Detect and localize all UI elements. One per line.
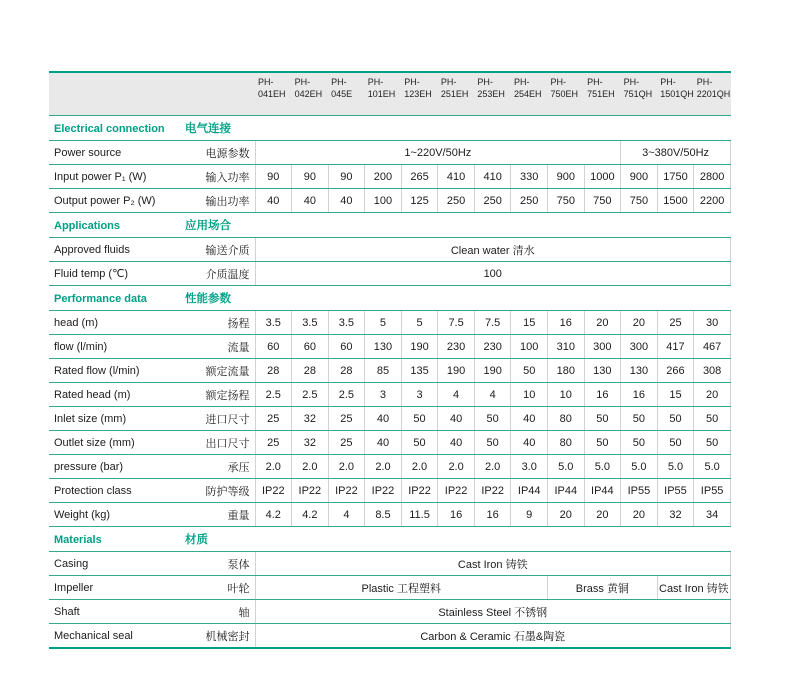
section-title-en: Materials (54, 534, 102, 546)
row-label-zh: 扬程 (185, 311, 255, 335)
value-cell: 20 (548, 503, 585, 527)
model-code: 101EH (367, 89, 396, 100)
section-title-zh: 应用场合 (185, 220, 231, 232)
model-code: 041EH (258, 89, 286, 100)
row-impeller (49, 576, 731, 600)
section-title-en: Applications (54, 220, 121, 232)
value-cell: 100 (511, 335, 548, 359)
value-cell: 90 (328, 165, 365, 189)
row-label-zh: 输入功率 (185, 165, 255, 189)
row-label-en: Approved fluids (49, 238, 185, 262)
value-cell: 7.5 (438, 311, 475, 335)
table-head (49, 72, 731, 116)
value-cell: 100 (365, 189, 402, 213)
row-label-zh: 重量 (185, 503, 255, 527)
row-label-en: Mechanical seal (49, 624, 185, 649)
value-cell: 2.0 (401, 455, 438, 479)
model-prefix: PH- (440, 77, 457, 87)
row-label-zh: 介质温度 (185, 262, 255, 286)
model-col-ph-042eh (292, 72, 329, 116)
row-label-zh: 轴 (185, 600, 255, 624)
row-label-zh: 泵体 (185, 552, 255, 576)
row-label-en: Impeller (49, 576, 185, 600)
row-rated-flow-l-min (49, 359, 731, 383)
merged-value-cell: Stainless Steel 不锈钢 (255, 600, 731, 624)
model-col-ph-041eh (255, 72, 292, 116)
value-cell: 5.0 (621, 455, 658, 479)
merged-value-cell: Carbon & Ceramic 石墨&陶瓷 (255, 624, 731, 649)
value-cell: 750 (584, 189, 621, 213)
row-label-zh: 防护等级 (185, 479, 255, 503)
value-cell: 50 (657, 407, 694, 431)
value-cell: 308 (694, 359, 731, 383)
table-body (49, 116, 731, 649)
model-code: 751QH (623, 89, 653, 100)
model-col-ph-751qh (621, 72, 658, 116)
value-cell: 900 (621, 165, 658, 189)
model-code: 254EH (513, 89, 542, 100)
value-cell: 2800 (694, 165, 731, 189)
value-cell: 40 (438, 407, 475, 431)
value-cell: IP44 (584, 479, 621, 503)
value-cell: 40 (365, 407, 402, 431)
model-col-ph-254eh (511, 72, 548, 116)
section-title-cell (49, 286, 731, 311)
row-label-zh: 出口尺寸 (185, 431, 255, 455)
model-col-ph-1501qh (657, 72, 694, 116)
value-cell: 50 (584, 407, 621, 431)
model-code: 750EH (550, 89, 579, 100)
section-performance-data (49, 286, 731, 311)
value-cell: 50 (694, 431, 731, 455)
value-cell: 230 (474, 335, 511, 359)
value-cell: 135 (401, 359, 438, 383)
value-cell: 40 (438, 431, 475, 455)
value-cell: 130 (365, 335, 402, 359)
value-cell: IP22 (292, 479, 329, 503)
row-inlet-size-mm (49, 407, 731, 431)
value-cell: 50 (657, 431, 694, 455)
value-cell: 2.0 (255, 455, 292, 479)
value-cell: 4 (438, 383, 475, 407)
value-cell: 5 (365, 311, 402, 335)
row-casing (49, 552, 731, 576)
value-cell: IP22 (401, 479, 438, 503)
value-cell: 330 (511, 165, 548, 189)
value-cell: 16 (438, 503, 475, 527)
value-cell: 4.2 (292, 503, 329, 527)
value-cell: IP22 (255, 479, 292, 503)
value-cell: 7.5 (474, 311, 511, 335)
value-cell: 2.5 (292, 383, 329, 407)
row-label-en: flow (l/min) (49, 335, 185, 359)
section-title-zh: 性能参数 (185, 293, 231, 305)
model-code: 251EH (440, 89, 469, 100)
model-header-row (49, 72, 731, 116)
row-output-power-p-w (49, 189, 731, 213)
value-cell: IP22 (474, 479, 511, 503)
row-label-en: Fluid temp (℃) (49, 262, 185, 286)
value-cell: IP22 (438, 479, 475, 503)
value-cell: 5.0 (548, 455, 585, 479)
value-cell: 250 (511, 189, 548, 213)
section-title-cell (49, 213, 731, 238)
row-power-source (49, 141, 731, 165)
model-prefix: PH- (331, 77, 347, 87)
value-cell: 5 (401, 311, 438, 335)
model-col-ph-253eh (474, 72, 511, 116)
model-col-ph-251eh (438, 72, 475, 116)
row-label-zh: 电源参数 (185, 141, 255, 165)
value-cell: 25 (657, 311, 694, 335)
value-cell: 8.5 (365, 503, 402, 527)
value-cell: 467 (694, 335, 731, 359)
value-cell: 10 (511, 383, 548, 407)
value-cell: 16 (621, 383, 658, 407)
value-cell: 230 (438, 335, 475, 359)
row-label-en: Rated head (m) (49, 383, 185, 407)
row-label-en: Protection class (49, 479, 185, 503)
model-prefix: PH- (587, 77, 603, 87)
value-cell: 16 (584, 383, 621, 407)
model-prefix: PH- (404, 77, 420, 87)
value-cell: 32 (292, 431, 329, 455)
row-label-en: head (m) (49, 311, 185, 335)
section-title-zh: 材质 (185, 534, 208, 546)
value-cell: 9 (511, 503, 548, 527)
row-label-en: Shaft (49, 600, 185, 624)
merged-value-cell: 100 (255, 262, 731, 286)
value-cell: 34 (694, 503, 731, 527)
value-cell: 28 (255, 359, 292, 383)
value-cell: 25 (255, 431, 292, 455)
value-cell: 32 (292, 407, 329, 431)
value-cell: 750 (548, 189, 585, 213)
value-cell: 2.0 (438, 455, 475, 479)
value-cell: 40 (511, 431, 548, 455)
value-cell: 3 (401, 383, 438, 407)
value-cell: 50 (401, 407, 438, 431)
model-prefix: PH- (623, 77, 640, 87)
table-corner-cell (49, 72, 255, 116)
value-cell: 1750 (657, 165, 694, 189)
model-prefix: PH- (294, 77, 311, 87)
value-cell: 3.5 (328, 311, 365, 335)
value-cell: 300 (621, 335, 658, 359)
model-col-ph-751eh (584, 72, 621, 116)
value-cell: 410 (474, 165, 511, 189)
row-outlet-size-mm (49, 431, 731, 455)
value-cell: 28 (328, 359, 365, 383)
value-cell: 2.5 (255, 383, 292, 407)
model-code: 123EH (404, 89, 432, 100)
value-cell: 1500 (657, 189, 694, 213)
model-code: 1501QH (660, 89, 694, 100)
merged-value-cell: Plastic 工程塑料 (255, 576, 548, 600)
section-electrical-connection (49, 116, 731, 141)
value-cell: 60 (292, 335, 329, 359)
value-cell: 40 (292, 189, 329, 213)
merged-value-cell: Cast Iron 铸铁 (657, 576, 730, 600)
value-cell: 16 (474, 503, 511, 527)
merged-value-cell: Brass 黄铜 (548, 576, 658, 600)
model-code: 045E (331, 89, 353, 100)
value-cell: 60 (328, 335, 365, 359)
value-cell: 30 (694, 311, 731, 335)
value-cell: 16 (548, 311, 585, 335)
value-cell: 2.5 (328, 383, 365, 407)
model-code: 751EH (587, 89, 615, 100)
value-cell: 80 (548, 431, 585, 455)
value-cell: 50 (694, 407, 731, 431)
value-cell: 3 (365, 383, 402, 407)
model-col-ph-750eh (548, 72, 585, 116)
value-cell: 2.0 (328, 455, 365, 479)
value-cell: 11.5 (401, 503, 438, 527)
value-cell: 25 (328, 407, 365, 431)
value-cell: 40 (328, 189, 365, 213)
value-cell: 15 (657, 383, 694, 407)
value-cell: 50 (474, 431, 511, 455)
pump-spec-table (49, 71, 731, 649)
model-prefix: PH- (513, 77, 530, 87)
section-title-cell (49, 527, 731, 552)
value-cell: 25 (255, 407, 292, 431)
value-cell: IP22 (365, 479, 402, 503)
row-mechanical-seal (49, 624, 731, 649)
value-cell: 20 (621, 311, 658, 335)
row-label-zh: 额定流量 (185, 359, 255, 383)
value-cell: 50 (511, 359, 548, 383)
value-cell: 20 (584, 311, 621, 335)
row-input-power-p-w (49, 165, 731, 189)
row-label-en: Outlet size (mm) (49, 431, 185, 455)
value-cell: 5.0 (584, 455, 621, 479)
model-prefix: PH- (550, 77, 566, 87)
value-cell: 20 (584, 503, 621, 527)
section-applications (49, 213, 731, 238)
value-cell: 190 (474, 359, 511, 383)
value-cell: 417 (657, 335, 694, 359)
value-cell: 190 (401, 335, 438, 359)
value-cell: 40 (255, 189, 292, 213)
value-cell: 50 (621, 407, 658, 431)
row-approved-fluids (49, 238, 731, 262)
row-label-zh: 输出功率 (185, 189, 255, 213)
model-code: 253EH (477, 89, 505, 100)
model-prefix: PH- (660, 77, 676, 87)
value-cell: 2.0 (292, 455, 329, 479)
section-title-en: Electrical connection (54, 123, 165, 135)
value-cell: 180 (548, 359, 585, 383)
section-title-cell (49, 116, 731, 141)
value-cell: 4 (474, 383, 511, 407)
section-title-zh: 电气连接 (185, 123, 231, 135)
value-cell: IP55 (694, 479, 731, 503)
row-label-en: Inlet size (mm) (49, 407, 185, 431)
value-cell: 20 (621, 503, 658, 527)
value-cell: 300 (584, 335, 621, 359)
merged-value-cell: 1~220V/50Hz (255, 141, 621, 165)
value-cell: 190 (438, 359, 475, 383)
value-cell: 50 (474, 407, 511, 431)
row-label-zh: 承压 (185, 455, 255, 479)
model-col-ph-101eh (365, 72, 402, 116)
row-label-en: Casing (49, 552, 185, 576)
merged-value-cell: Clean water 清水 (255, 238, 731, 262)
row-pressure-bar (49, 455, 731, 479)
value-cell: 4.2 (255, 503, 292, 527)
row-flow-l-min (49, 335, 731, 359)
row-label-zh: 输送介质 (185, 238, 255, 262)
row-label-en: Rated flow (l/min) (49, 359, 185, 383)
value-cell: 4 (328, 503, 365, 527)
value-cell: 60 (255, 335, 292, 359)
row-label-en: Output power P₂ (W) (49, 189, 185, 213)
model-prefix: PH- (367, 77, 384, 87)
model-col-ph-2201qh (694, 72, 731, 116)
row-label-zh: 流量 (185, 335, 255, 359)
row-label-en: pressure (bar) (49, 455, 185, 479)
row-label-zh: 机械密封 (185, 624, 255, 649)
value-cell: 90 (292, 165, 329, 189)
row-label-en: Power source (49, 141, 185, 165)
value-cell: 40 (511, 407, 548, 431)
model-code: 042EH (294, 89, 323, 100)
value-cell: 265 (401, 165, 438, 189)
value-cell: 900 (548, 165, 585, 189)
merged-value-cell: Cast Iron 铸铁 (255, 552, 731, 576)
row-fluid-temp (49, 262, 731, 286)
value-cell: 80 (548, 407, 585, 431)
value-cell: 2.0 (474, 455, 511, 479)
model-prefix: PH- (258, 77, 274, 87)
value-cell: 125 (401, 189, 438, 213)
value-cell: 3.0 (511, 455, 548, 479)
value-cell: 310 (548, 335, 585, 359)
value-cell: 200 (365, 165, 402, 189)
value-cell: 410 (438, 165, 475, 189)
value-cell: 250 (474, 189, 511, 213)
model-col-ph-045e (328, 72, 365, 116)
section-title-en: Performance data (54, 293, 147, 305)
value-cell: 50 (621, 431, 658, 455)
value-cell: 28 (292, 359, 329, 383)
row-label-zh: 进口尺寸 (185, 407, 255, 431)
value-cell: 5.0 (657, 455, 694, 479)
value-cell: IP55 (657, 479, 694, 503)
value-cell: 20 (694, 383, 731, 407)
value-cell: 10 (548, 383, 585, 407)
value-cell: IP44 (511, 479, 548, 503)
row-protection-class (49, 479, 731, 503)
value-cell: 25 (328, 431, 365, 455)
model-code: 2201QH (696, 89, 731, 100)
model-prefix: PH- (477, 77, 493, 87)
value-cell: 85 (365, 359, 402, 383)
value-cell: 2.0 (365, 455, 402, 479)
value-cell: IP55 (621, 479, 658, 503)
value-cell: 40 (365, 431, 402, 455)
value-cell: 2200 (694, 189, 731, 213)
row-label-zh: 叶轮 (185, 576, 255, 600)
row-label-zh: 额定扬程 (185, 383, 255, 407)
value-cell: IP44 (548, 479, 585, 503)
value-cell: 3.5 (255, 311, 292, 335)
merged-value-cell: 3~380V/50Hz (621, 141, 731, 165)
row-head-m (49, 311, 731, 335)
row-shaft (49, 600, 731, 624)
value-cell: 250 (438, 189, 475, 213)
row-weight-kg (49, 503, 731, 527)
model-prefix: PH- (696, 77, 713, 87)
value-cell: 50 (401, 431, 438, 455)
section-materials (49, 527, 731, 552)
value-cell: 3.5 (292, 311, 329, 335)
value-cell: 32 (657, 503, 694, 527)
value-cell: 90 (255, 165, 292, 189)
value-cell: 130 (584, 359, 621, 383)
value-cell: 50 (584, 431, 621, 455)
value-cell: IP22 (328, 479, 365, 503)
row-label-en: Input power P₁ (W) (49, 165, 185, 189)
value-cell: 5.0 (694, 455, 731, 479)
value-cell: 266 (657, 359, 694, 383)
value-cell: 750 (621, 189, 658, 213)
value-cell: 15 (511, 311, 548, 335)
model-col-ph-123eh (401, 72, 438, 116)
value-cell: 130 (621, 359, 658, 383)
row-label-en: Weight (kg) (49, 503, 185, 527)
value-cell: 1000 (584, 165, 621, 189)
row-rated-head-m (49, 383, 731, 407)
